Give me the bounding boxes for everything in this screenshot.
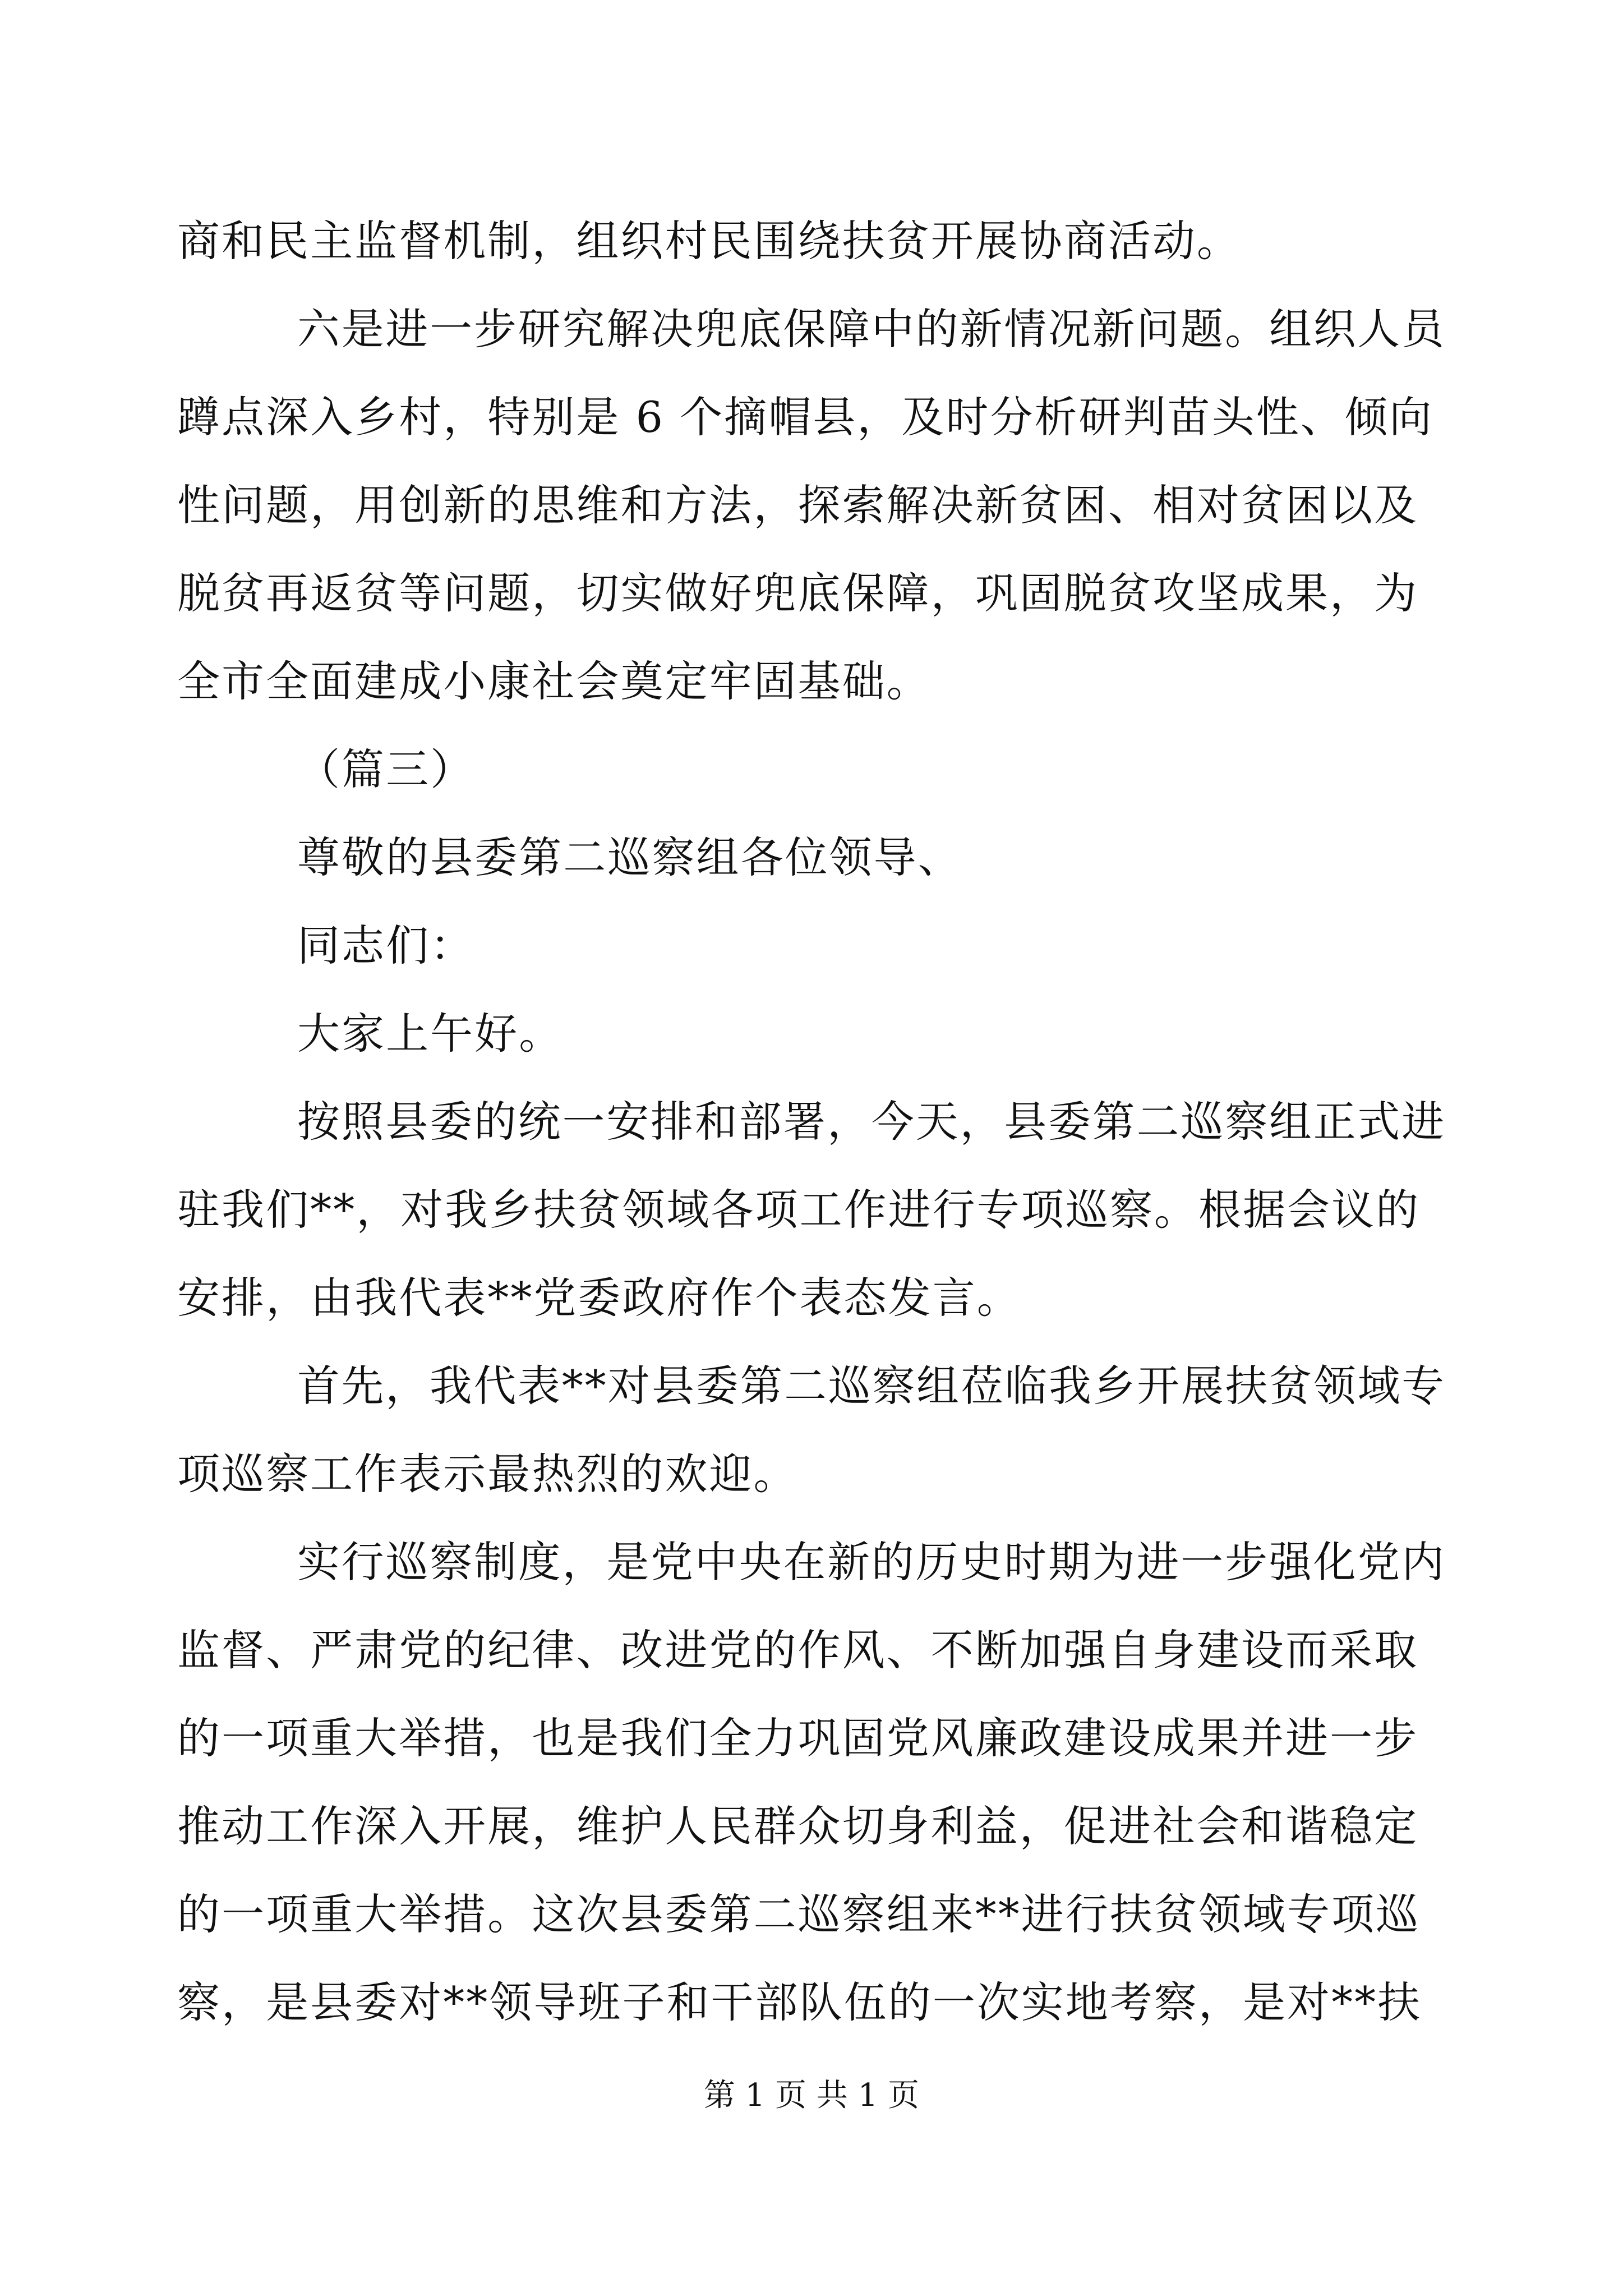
text-line: 首先，我代表**对县委第二巡察组莅临我乡开展扶贫领域专 <box>297 1361 1446 1411</box>
greeting-line: 大家上午好。 <box>297 1009 564 1059</box>
text-line: 蹲点深入乡村，特别是 6 个摘帽县，及时分析研判苗头性、倾向 <box>177 392 1433 442</box>
text-line: 安排，由我代表**党委政府作个表态发言。 <box>177 1273 1021 1323</box>
text-line: 按照县委的统一安排和部署，今天，县委第二巡察组正式进 <box>297 1097 1446 1147</box>
text-line: 项巡察工作表示最热烈的欢迎。 <box>177 1449 798 1499</box>
text-line: 实行巡察制度，是党中央在新的历史时期为进一步强化党内 <box>297 1537 1446 1587</box>
text-line: 性问题，用创新的思维和方法，探索解决新贫困、相对贫困以及 <box>177 480 1419 530</box>
text-line: 推动工作深入开展，维护人民群众切身利益，促进社会和谐稳定 <box>177 1801 1419 1851</box>
text-line: 脱贫再返贫等问题，切实做好兜底保障，巩固脱贫攻坚成果，为 <box>177 568 1419 618</box>
text-line: 察，是县委对**领导班子和干部队伍的一次实地考察，是对**扶 <box>177 1977 1422 2027</box>
text-line: 监督、严肃党的纪律、改进党的作风、不断加强自身建设而采取 <box>177 1625 1419 1675</box>
text-line: 的一项重大举措，也是我们全力巩固党风廉政建设成果并进一步 <box>177 1713 1419 1763</box>
text-line: 全市全面建成小康社会奠定牢固基础。 <box>177 656 931 706</box>
section-heading: （篇三） <box>297 744 475 794</box>
text-line: 驻我们**，对我乡扶贫领域各项工作进行专项巡察。根据会议的 <box>177 1185 1421 1235</box>
page-footer: 第 1 页 共 1 页 <box>703 2077 920 2114</box>
salutation-line: 尊敬的县委第二巡察组各位领导、 <box>297 832 962 882</box>
text-line: 的一项重大举措。这次县委第二巡察组来**进行扶贫领域专项巡 <box>177 1889 1421 1939</box>
salutation-line: 同志们： <box>297 921 475 970</box>
text-line: 六是进一步研究解决兜底保障中的新情况新问题。组织人员 <box>297 304 1446 354</box>
text-line: 商和民主监督机制，组织村民围绕扶贫开展协商活动。 <box>177 216 1241 266</box>
